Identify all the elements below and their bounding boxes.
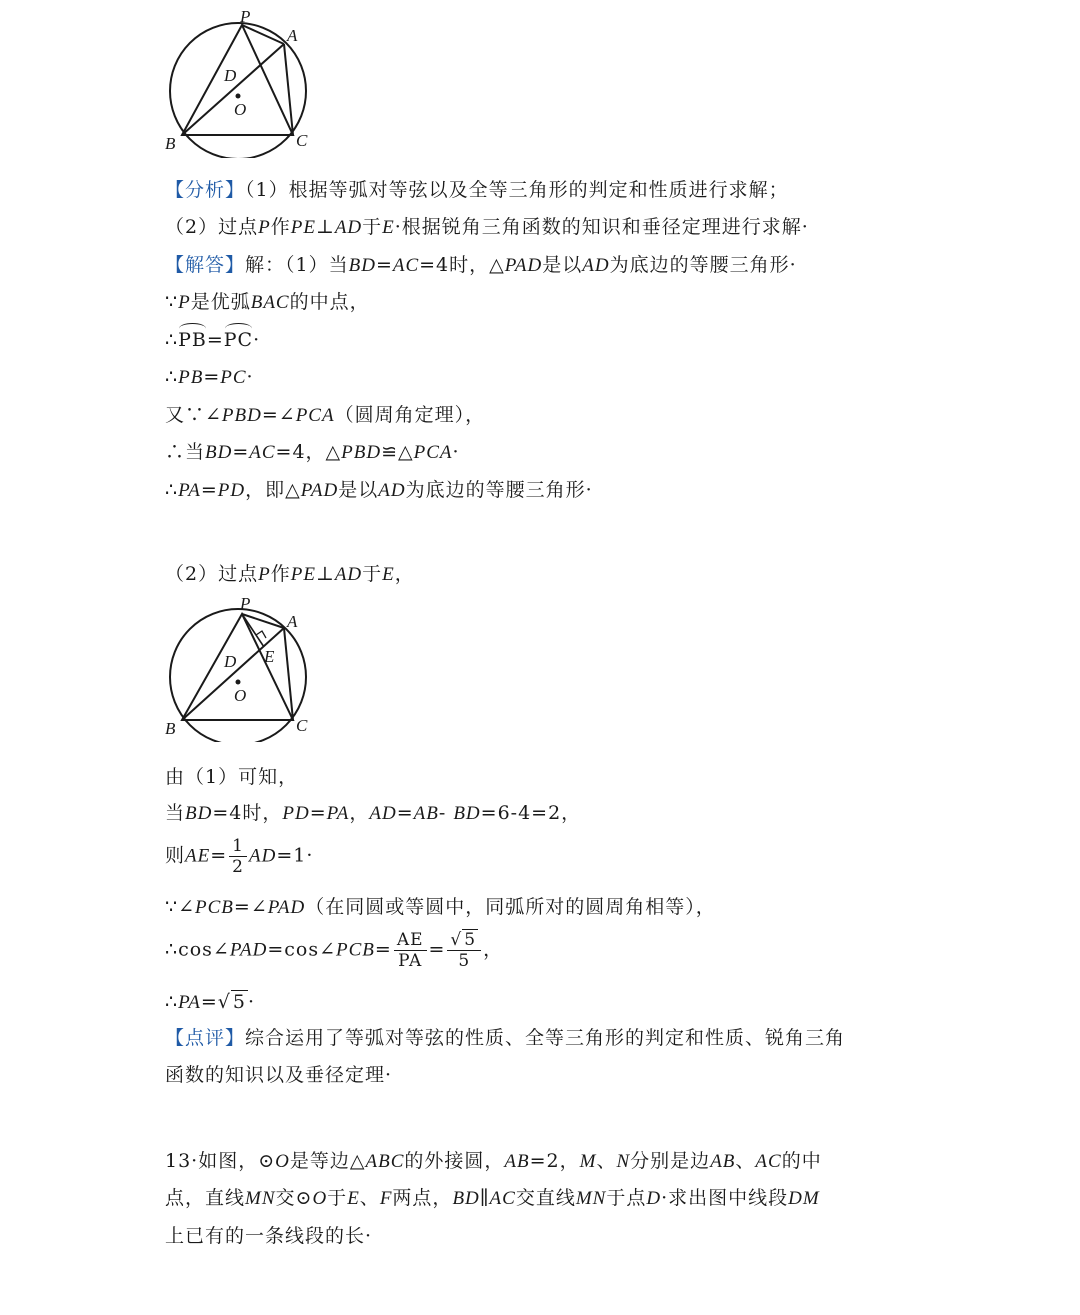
part2-line-2: 由（1）可知， [165,766,299,788]
solution-line-4: ∴PB=PC· [165,366,254,388]
problem13-line-1: 13·如图，⊙O是等边△ABC的外接圆，AB=2，M、N分别是边AB、AC的中 [165,1150,822,1172]
label-O: O [234,100,247,119]
fraction-ae-pa: $\frac{AE}{PA}$ [394,930,427,971]
part2-line-5: ∵∠PCB=∠PAD（在同圆或等圆中，同弧所对的圆周角相等）， [165,896,716,918]
solution-line-1: 【解答】解：（1）当BD=AC=4时，△PAD是以AD为底边的等腰三角形· [165,254,797,276]
label-O-2: O [234,686,247,705]
label-C: C [296,131,308,150]
comment-line-1: 【点评】综合运用了等弧对等弦的性质、全等三角形的判定和性质、锐角三角 [165,1027,846,1049]
problem13-line-3: 上已有的一条线段的长· [165,1225,373,1247]
part2-line-6: ∴cos∠PAD=cos∠PCB= $\frac{AE}{PA}$ = $\frac{√ 5}{5}$ ， [165,930,504,971]
solution-line-5: 又∵∠PBD=∠PCA（圆周角定理）， [165,404,486,426]
fraction-sqrt5-5: $\frac{√ 5}{5}$ [447,930,481,971]
analysis-line-2: （2）过点P作PE⊥AD于E·根据锐角三角函数的知识和垂径定理进行求解· [165,216,809,238]
analysis-line-1: 【分析】（1）根据等弧对等弦以及全等三角形的判定和性质进行求解； [165,179,789,201]
part2-line-4: 则AE= $\frac{1}{2}$ AD=1· [165,836,314,877]
problem13-line-2: 点，直线MN交⊙O于E、F两点，BD∥AC交直线MN于点D·求出图中线段DM [165,1187,820,1209]
label-D-2: D [224,652,237,671]
solution-line-6: ∴当BD=AC=4，△PBD≌△PCA· [165,441,460,463]
label-E-2: E [264,647,275,666]
comment-tag: 【点评】 [165,1027,246,1049]
label-B: B [165,134,176,153]
label-P: P [240,8,251,26]
label-A: A [287,26,298,45]
label-B-2: B [165,719,176,738]
circle-figure-1 [160,8,320,158]
solution-line-3: ∴PB=PC· [165,329,261,351]
part2-line-7: ∴PA=√ 5 · [165,991,256,1013]
comment-line-2: 函数的知识以及垂径定理· [165,1064,393,1086]
part2-line-1: （2）过点P作PE⊥AD于E， [165,563,415,585]
fraction-half: $\frac{1}{2}$ [229,836,247,877]
part2-line-3: 当BD=4时，PD=PA，AD=AB- BD=6-4=2， [165,802,582,824]
label-C-2: C [296,716,308,735]
label-A-2: A [287,612,298,631]
label-P-2: P [240,594,251,613]
solution-line-2: ∵P是优弧BAC的中点， [165,291,370,313]
analysis-tag: 【分析】 [165,179,246,201]
solution-line-7: ∴PA=PD，即△PAD是以AD为底边的等腰三角形· [165,479,593,501]
solution-tag: 【解答】 [165,254,246,276]
circle-figure-2 [160,592,320,742]
label-D: D [224,66,237,85]
